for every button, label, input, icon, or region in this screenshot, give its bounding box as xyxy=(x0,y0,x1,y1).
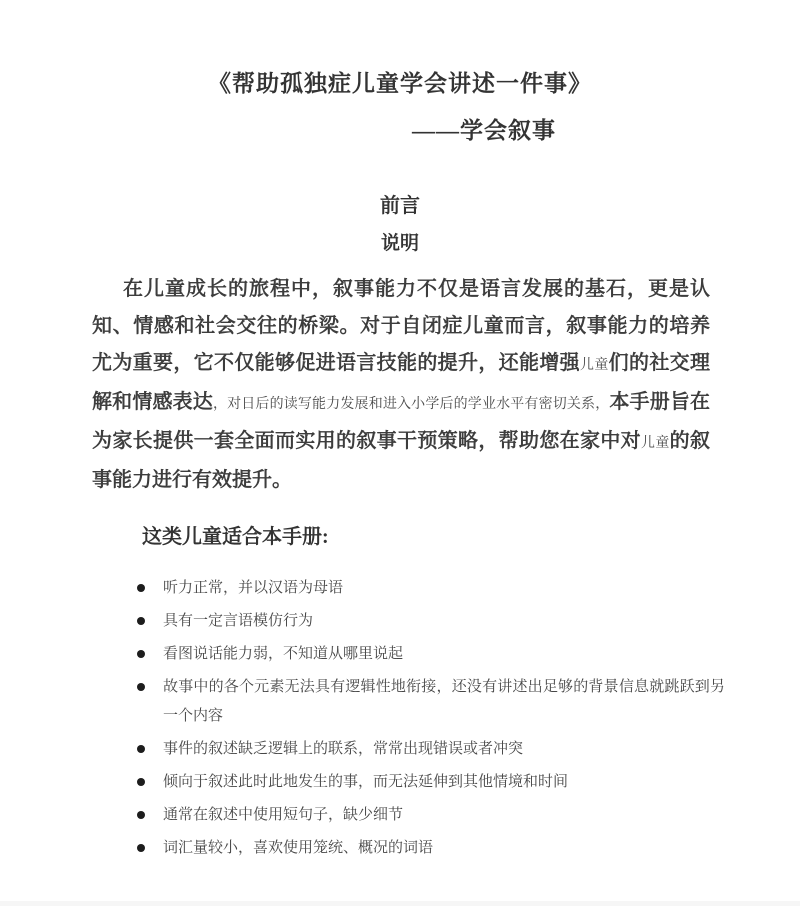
document-subtitle: ——学会叙事 xyxy=(412,118,556,143)
checklist-item-text: 事件的叙述缺乏逻辑上的联系，常常出现错误或者冲突 xyxy=(163,741,524,757)
description-heading: 说明 xyxy=(380,233,419,254)
paragraph-segment: 的叙事能力进行有效提升。 xyxy=(92,430,711,491)
paragraph-segment: 儿童 xyxy=(580,358,609,373)
checklist-item xyxy=(137,574,725,603)
checklist-item xyxy=(137,768,725,797)
paragraph-segment: 们的社交理解和情感表达 xyxy=(92,352,711,413)
bullet-icon xyxy=(137,844,145,852)
checklist-item-text: 看图说话能力弱，不知道从哪里说起 xyxy=(163,646,404,662)
preface-heading: 前言 xyxy=(380,195,420,217)
checklist-item-text: 听力正常，并以汉语为母语 xyxy=(163,580,344,596)
checklist-item xyxy=(137,607,725,636)
checklist-item xyxy=(137,801,725,830)
checklist-item xyxy=(137,673,725,731)
paragraph-segment: 本手册旨在为家长提供一套全面而实用的叙事干预策略，帮助您在家中对 xyxy=(92,391,711,452)
paragraph-segment: 儿童 xyxy=(641,436,670,451)
bullet-icon xyxy=(137,745,145,753)
checklist-item-text: 倾向于叙述此时此地发生的事，而无法延伸到其他情境和时间 xyxy=(163,774,569,790)
checklist-item xyxy=(137,640,725,669)
bullet-icon xyxy=(137,811,145,819)
paragraph-segment: 在儿童成长的旅程中，叙事能力不仅是语言发展的基石，更是认知、情感和社会交往的桥梁。对于自闭症儿童而言，叙事能力的培养尤为重要，它不仅能够促进语言技能的提升，还能增强 xyxy=(92,278,710,374)
checklist xyxy=(137,574,725,863)
checklist-item xyxy=(137,735,725,764)
checklist-item-text: 具有一定言语模仿行为 xyxy=(163,613,314,629)
paragraph-segment: ，对日后的读写能力发展和进入小学后的学业水平有密切关系， xyxy=(212,397,610,412)
document-title: 《帮助孤独症儿童学会讲述一件事》 xyxy=(208,71,592,96)
checklist-item-text: 故事中的各个元素无法具有逻辑性地衔接，还没有讲述出足够的背景信息就跳跃到另一个内容 xyxy=(163,679,725,724)
checklist-heading: 这类儿童适合本手册: xyxy=(142,526,329,548)
checklist-item xyxy=(137,834,725,863)
bullet-icon xyxy=(137,778,145,786)
bullet-icon xyxy=(137,617,145,625)
intro-paragraph xyxy=(92,271,710,499)
checklist-item-text: 通常在叙述中使用短句子，缺少细节 xyxy=(163,807,404,823)
page-bottom-edge xyxy=(0,901,800,906)
checklist-item-text: 词汇量较小，喜欢使用笼统、概况的词语 xyxy=(163,840,434,856)
bullet-icon xyxy=(137,584,145,592)
bullet-icon xyxy=(137,683,145,691)
bullet-icon xyxy=(137,650,145,658)
